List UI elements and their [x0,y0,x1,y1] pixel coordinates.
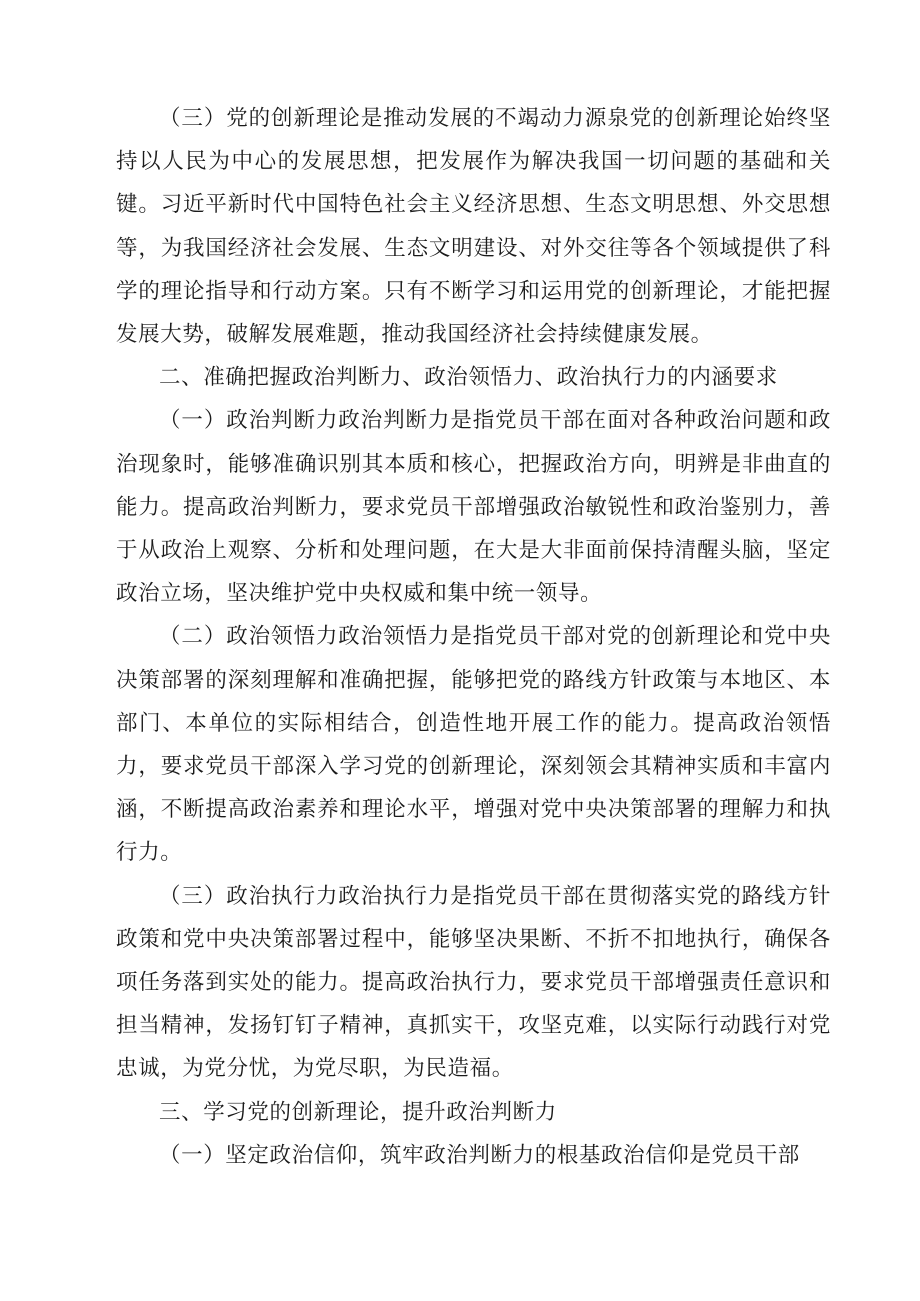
section-heading-two: 二、准确把握政治判断力、政治领悟力、政治执行力的内涵要求 [159,365,778,391]
document-body [116,97,831,1177]
paragraph-political-belief: （一）坚定政治信仰，筑牢政治判断力的根基政治信仰是党员干部 [159,1142,800,1168]
paragraph-political-execution: （三）政治执行力政治执行力是指党员干部在贯彻落实党的路线方针政策和党中央决策部署过程中，能够坚决果断、不折不扣地执行，确保各项任务落到实处的能力。提高政治执行力，要求党员干部增强责任意识和担当精神，发扬钉钉子精神，真抓实干，攻坚克难，以实际行动践行对党忠诚，为党分忧，为党尽职，为民造福。 [116,883,831,1082]
paragraph-political-judgment: （一）政治判断力政治判断力是指党员干部在面对各种政治问题和政治现象时，能够准确识别其本质和核心，把握政治方向，明辨是非曲直的能力。提高政治判断力，要求党员干部增强政治敏锐性和政治鉴别力，善于从政治上观察、分析和处理问题，在大是大非面前保持清醒头脑，坚定政治立场，坚决维护党中央权威和集中统一领导。 [116,408,831,607]
paragraph-innovation-theory-driving-force: （三）党的创新理论是推动发展的不竭动力源泉党的创新理论始终坚持以人民为中心的发展思想，把发展作为解决我国一切问题的基础和关键。习近平新时代中国特色社会主义经济思想、生态文明思想、外交思想等，为我国经济社会发展、生态文明建设、对外交往等各个领域提供了科学的理论指导和行动方案。只有不断学习和运用党的创新理论，才能把握发展大势，破解发展难题，推动我国经济社会持续健康发展。 [116,106,831,348]
section-heading-three: 三、学习党的创新理论，提升政治判断力 [159,1099,557,1125]
paragraph-political-comprehension: （二）政治领悟力政治领悟力是指党员干部对党的创新理论和党中央决策部署的深刻理解和准确把握，能够把党的路线方针政策与本地区、本部门、本单位的实际相结合，创造性地开展工作的能力。提高政治领悟力，要求党员干部深入学习党的创新理论，深刻领会其精神实质和丰富内涵，不断提高政治素养和理论水平，增强对党中央决策部署的理解力和执行力。 [116,624,831,866]
